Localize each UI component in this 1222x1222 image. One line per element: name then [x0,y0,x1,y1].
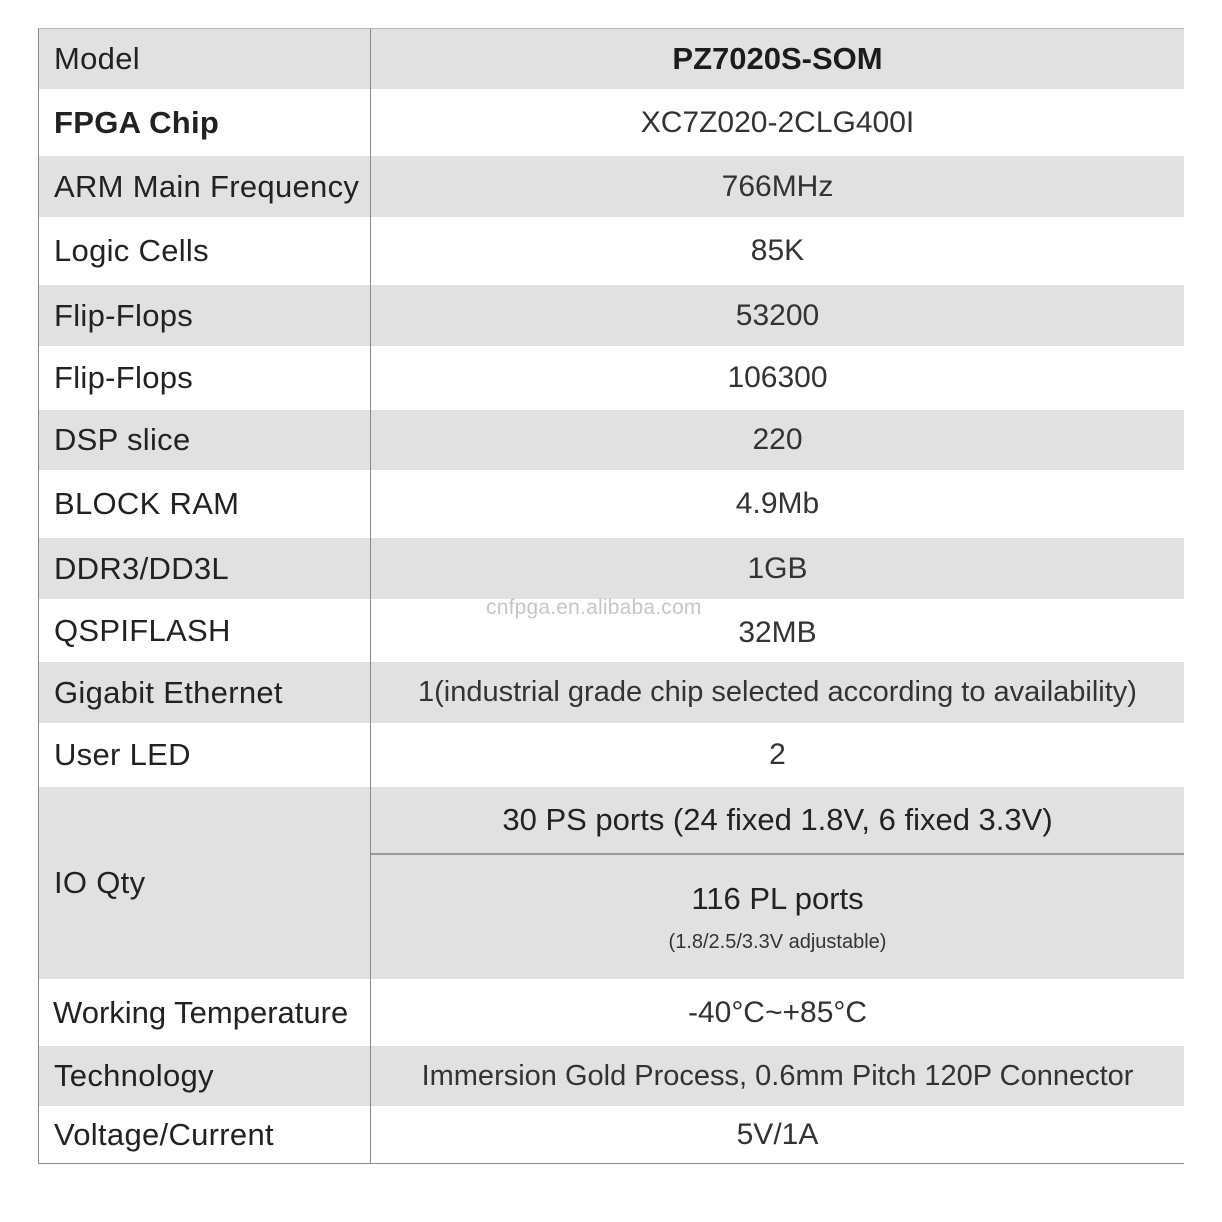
io-value-group [371,787,1184,979]
row-label: QSPIFLASH [39,599,371,662]
row-value: 766MHz [721,169,834,203]
row-value: 1(industrial grade chip selected according to availability) [418,676,1137,708]
table-row [39,470,1184,538]
header-model-value: PZ7020S-SOM [672,41,883,76]
table-row [39,89,1184,156]
row-value: 53200 [735,298,820,332]
row-value: XC7Z020-2CLG400I [640,105,915,139]
row-value: 1GB [747,551,808,585]
row-label: Flip-Flops [39,285,371,346]
table-header-row [39,29,1184,89]
row-value: Immersion Gold Process, 0.6mm Pitch 120P Connector [421,1059,1134,1092]
row-value: -40°C~+85°C [687,995,868,1029]
row-value: 85K [750,234,805,267]
row-label: Technology [39,1046,371,1106]
row-value: 5V/1A [736,1118,819,1151]
table-row [39,410,1184,470]
row-value: 2 [769,738,786,771]
table-row [39,285,1184,346]
row-value: 220 [752,423,803,456]
row-label: ARM Main Frequency [39,156,371,217]
table-row [39,1106,1184,1164]
row-value: 106300 [727,361,828,394]
table-row [39,346,1184,410]
row-label: User LED [39,723,371,787]
row-label: Voltage/Current [39,1106,371,1164]
row-label: Flip-Flops [39,346,371,410]
row-label: DDR3/DD3L [39,538,371,599]
io-pl-note: (1.8/2.5/3.3V adjustable) [668,930,887,953]
row-label: Gigabit Ethernet [39,662,371,723]
row-label: Logic Cells [39,217,371,285]
io-pl-ports: 116 PL ports [691,880,864,916]
watermark-text: cnfpga.en.alibaba.com [486,596,702,619]
row-label: BLOCK RAM [39,470,371,538]
row-value: 32MB [738,615,817,649]
row-label: FPGA Chip [39,89,371,156]
io-ps-ports: 30 PS ports (24 fixed 1.8V, 6 fixed 3.3V) [371,787,1184,855]
row-label: Working Temperature [39,979,371,1046]
row-label: DSP slice [39,410,371,470]
io-pl-group [371,855,1184,979]
table-row [39,979,1184,1046]
table-row [39,1046,1184,1106]
header-label: Model [39,29,371,89]
row-value: 4.9Mb [735,487,820,520]
table-row [39,723,1184,787]
io-label: IO Qty [39,787,371,979]
table-row [39,156,1184,217]
io-qty-row [39,787,1184,979]
table-row [39,538,1184,599]
table-row [39,662,1184,723]
table-row [39,217,1184,285]
